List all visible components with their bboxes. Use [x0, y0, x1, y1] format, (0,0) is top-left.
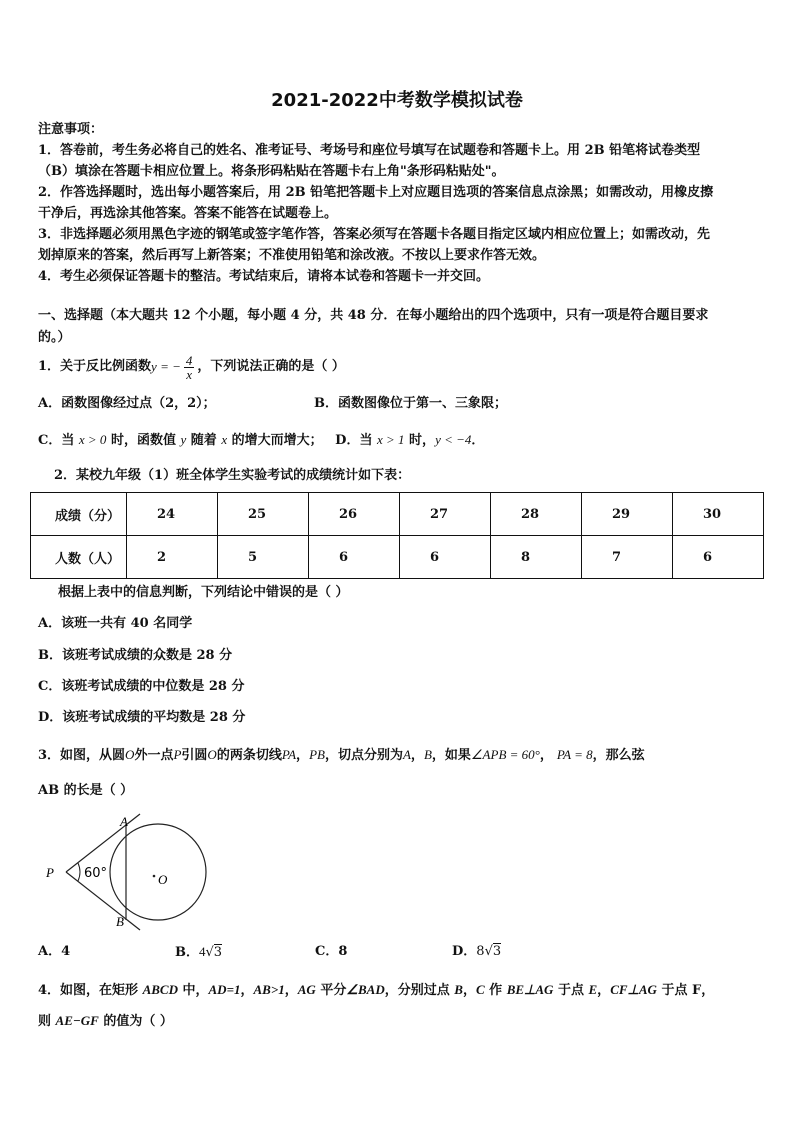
q3-p: P	[173, 747, 182, 762]
q3-a: A	[402, 747, 411, 762]
q3-option-c: C．8	[315, 944, 348, 959]
table-cell: 28	[491, 493, 582, 536]
table-cell: 6	[673, 536, 764, 579]
question-1-stem	[38, 352, 345, 382]
q3-stem-line-1	[38, 745, 645, 766]
table-cell: 7	[582, 536, 673, 579]
notice-line-3a: 3．非选择题必须用黑色字迹的钢笔或签字笔作答，答案必须写在答题卡各题目指定区域内相应位置上；如需改动，先	[38, 227, 711, 242]
q3-option-a: A．4	[38, 944, 71, 959]
q4-stem-line-1	[38, 980, 714, 1001]
q4-bad: ∠BAD	[346, 982, 385, 997]
score-table	[30, 492, 764, 579]
table-cell: 29	[582, 493, 673, 536]
q4-p10: ，	[597, 983, 611, 998]
q3-b: B	[423, 747, 432, 762]
q1-frac-den: x	[186, 366, 193, 382]
q3-p6: ，切点分别为	[324, 748, 403, 763]
table-cell: 2	[127, 536, 218, 579]
q3-p7: ，	[410, 748, 424, 763]
q4-p1: 4．如图，在矩形	[38, 983, 143, 998]
q1-y-eq: y = −	[151, 359, 181, 374]
q3-pa8: PA = 8	[556, 747, 593, 762]
label-p: P	[46, 865, 54, 880]
q1-c-a: C．当	[38, 433, 79, 448]
q1-option-a: A．函数图像经过点（2，2）；	[38, 396, 216, 411]
q3-b-pre: B．	[175, 945, 199, 960]
q3-option-b: B．4√3	[175, 944, 223, 960]
q4-aegf: AE−GF	[55, 1013, 99, 1028]
q3-p2: 外一点	[134, 748, 174, 763]
q1-frac-num: 4	[185, 352, 193, 368]
tangent-pa	[66, 814, 140, 872]
table-cell: 6	[309, 536, 400, 579]
table-cell: 6	[400, 536, 491, 579]
q4-l2b: 的值为（ ）	[98, 1014, 173, 1029]
notice-line-1a: 1．答卷前，考生务必将自己的姓名、准考证号、考场号和座位号填写在试题卷和答题卡上。用 2B 铅笔将试卷类型	[38, 143, 701, 158]
q3-p10: ，那么弦	[592, 748, 645, 763]
q4-p8: 作	[484, 983, 507, 998]
table-header-count: 人数（人）	[31, 536, 127, 579]
q3-o2: O	[207, 747, 217, 762]
q3-p5: ，	[296, 748, 310, 763]
q4-p9: 于点	[553, 983, 589, 998]
q4-e: E	[588, 982, 598, 997]
q3-d-coef: 8	[476, 944, 485, 959]
q1-c-cond: x > 0	[78, 432, 107, 447]
q3-p4: 的两条切线	[216, 748, 282, 763]
table-cell: 25	[218, 493, 309, 536]
table-cell: 8	[491, 536, 582, 579]
q2-option-c: C．该班考试成绩的中位数是 28 分	[38, 679, 245, 694]
center-point	[153, 875, 156, 878]
q2-stem: 2．某校九年级（1）班全体学生实验考试的成绩统计如下表：	[54, 468, 411, 483]
q1-d-res: y < −4	[435, 432, 472, 447]
angle-arc	[78, 863, 80, 881]
angle-label: 60°	[84, 866, 108, 881]
q4-p3: ，	[240, 983, 254, 998]
q4-p6: ，分别过点	[384, 983, 455, 998]
q4-p2: 中，	[177, 983, 209, 998]
notice-line-1b: （B）填涂在答题卡相应位置上。将条形码粘贴在答题卡右上角"条形码粘贴处"。	[38, 164, 505, 179]
q1-c-x: x	[221, 432, 228, 447]
q4-p4: ，	[284, 983, 298, 998]
q1-d-cond: x > 1	[376, 432, 405, 447]
q3-figure	[38, 812, 218, 932]
table-cell: 26	[309, 493, 400, 536]
q3-stem-line-2: AB 的长是（ ）	[38, 783, 134, 798]
q3-p3: 引圆	[181, 748, 208, 763]
q2-option-b: B．该班考试成绩的众数是 28 分	[38, 648, 233, 663]
q3-angle: ∠APB = 60°	[470, 747, 540, 762]
notice-line-2a: 2．作答选择题时，选出每小题答案后，用 2B 铅笔把答题卡上对应题目选项的答案信息点涂黑；如需改动，用橡皮擦	[38, 185, 714, 200]
q1-c-c: 随着	[186, 433, 222, 448]
notice-line-3b: 划掉原来的答案，然后再写上新答案；不准使用铅笔和涂改液。不按以上要求作答无效。	[38, 248, 546, 263]
q1-c-d: 的增大而增大；	[227, 433, 323, 448]
label-o: O	[158, 872, 168, 887]
q4-l2a: 则	[38, 1014, 56, 1029]
label-a: A	[120, 814, 128, 829]
q2-option-d: D．该班考试成绩的平均数是 28 分	[38, 710, 246, 725]
q3-p9: ，	[539, 748, 553, 763]
table-cell: 24	[127, 493, 218, 536]
q1-d-end: ．	[471, 433, 485, 448]
q4-p5: 平分	[315, 983, 347, 998]
q3-p8: ，如果	[431, 748, 471, 763]
section-heading-b: 的。）	[38, 330, 71, 345]
q1-option-b: B．函数图像位于第一、三象限；	[314, 396, 507, 411]
q1-prefix: 1．关于反比例函数	[38, 359, 152, 374]
q3-b-rad: 3	[213, 945, 223, 960]
q4-beag: BE⊥AG	[506, 982, 554, 997]
q4-cfag: CF⊥AG	[610, 982, 657, 997]
q4-b: B	[454, 982, 463, 997]
q3-option-d: D．8√3	[452, 944, 502, 959]
table-cell: 30	[673, 493, 764, 536]
q3-o1: O	[125, 747, 135, 762]
q3-p1: 3．如图，从圆	[38, 748, 126, 763]
label-b: B	[116, 914, 124, 929]
table-row-counts	[31, 536, 764, 579]
q1-options-cd	[38, 430, 484, 451]
q3-d-pre: D．	[452, 944, 477, 959]
notice-heading: 注意事项：	[38, 122, 104, 137]
q3-b-coef: 4	[199, 944, 206, 959]
notice-line-2b: 干净后，再选涂其他答案。答案不能答在试题卷上。	[38, 206, 338, 221]
q4-p7: ，	[462, 983, 476, 998]
q1-c-y: y	[180, 432, 187, 447]
q1-d-a: D．当	[335, 433, 377, 448]
q1-c-b: 时，函数值	[106, 433, 181, 448]
q3-pb: PB	[309, 747, 325, 762]
q3-d-rad: 3	[492, 944, 502, 959]
q1-d-b: 时，	[404, 433, 436, 448]
table-row-scores	[31, 493, 764, 536]
q4-c: C	[475, 982, 485, 997]
q4-ab1: AB>1	[253, 982, 285, 997]
q4-p11: 于点 F，	[656, 983, 715, 998]
q2-option-a: A．该班一共有 40 名同学	[38, 616, 193, 631]
section-heading-a: 一、选择题（本大题共 12 个小题，每小题 4 分，共 48 分．在每小题给出的四个选项中，只有一项是符合题目要求	[38, 308, 709, 323]
table-cell: 5	[218, 536, 309, 579]
q3-pa: PA	[281, 747, 297, 762]
q2-question: 根据上表中的信息判断，下列结论中错误的是（ ）	[58, 585, 349, 600]
table-header-score: 成绩（分）	[31, 493, 127, 536]
q4-ag: AG	[297, 982, 316, 997]
table-cell: 27	[400, 493, 491, 536]
q1-fraction	[184, 354, 195, 381]
page-title: 2021-2022中考数学模拟试卷	[271, 90, 523, 111]
q4-abcd: ABCD	[142, 982, 178, 997]
q1-suffix: ，下列说法正确的是（ ）	[197, 359, 345, 374]
q4-ad1: AD=1	[208, 982, 241, 997]
notice-line-4: 4．考生必须保证答题卡的整洁。考试结束后，请将本试卷和答题卡一并交回。	[38, 269, 490, 284]
q4-stem-line-2	[38, 1011, 173, 1032]
